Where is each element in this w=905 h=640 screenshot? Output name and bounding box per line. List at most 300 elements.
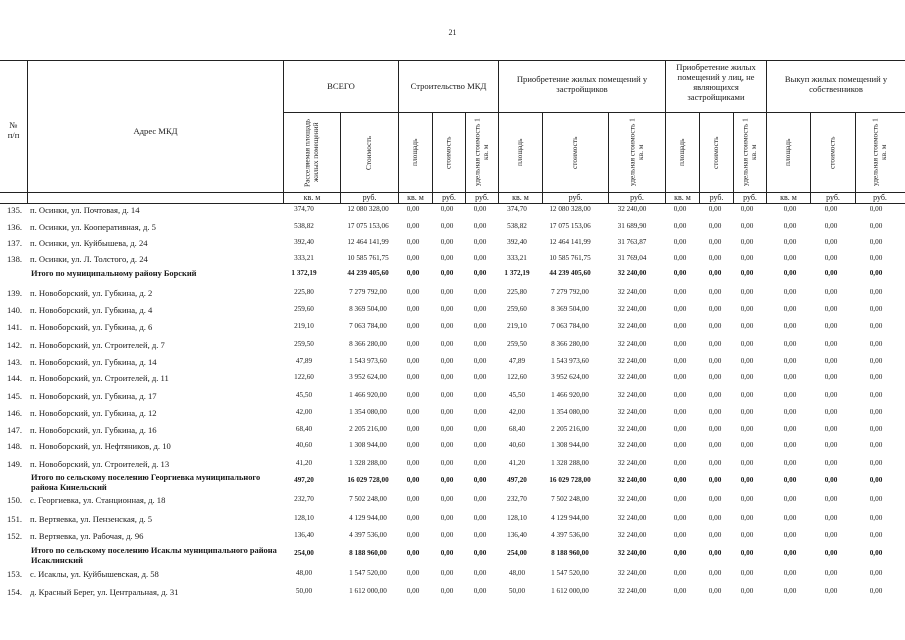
row-value: 1 372,19 xyxy=(291,269,317,277)
row-value: 17 075 153,06 xyxy=(347,222,389,230)
row-value: 0,00 xyxy=(473,425,487,433)
row-value: 0,00 xyxy=(740,357,754,365)
unit-label: руб. xyxy=(743,193,757,202)
row-value: 32 240,00 xyxy=(617,514,647,522)
row-value: 0,00 xyxy=(740,254,754,262)
row-value: 4 397 536,00 xyxy=(349,531,387,539)
row-value: 259,50 xyxy=(294,340,314,348)
row-value: 0,00 xyxy=(783,238,797,246)
row-number: 148. xyxy=(7,441,23,451)
row-value: 0,00 xyxy=(440,269,454,277)
row-value: 0,00 xyxy=(869,495,883,503)
row-value: 0,00 xyxy=(406,391,420,399)
row-value: 0,00 xyxy=(673,357,687,365)
unit-label: руб. xyxy=(442,193,456,202)
row-value: 0,00 xyxy=(440,222,454,230)
row-value: 7 063 784,00 xyxy=(551,322,589,330)
row-value: 0,00 xyxy=(406,459,420,467)
row-value: 0,00 xyxy=(783,357,797,365)
row-value: 0,00 xyxy=(440,408,454,416)
header-rule-mid xyxy=(283,112,905,113)
row-number: 138. xyxy=(7,254,23,264)
row-value: 0,00 xyxy=(869,340,883,348)
row-address: п. Новоборский, ул. Нефтяников, д. 10 xyxy=(30,441,171,451)
row-value: 0,00 xyxy=(740,340,754,348)
row-value: 0,00 xyxy=(440,288,454,296)
header-group-non-developers: Приобретение жилых помещений у лиц, не являющихся застройщиками xyxy=(676,62,756,102)
row-address: п. Осинки, ул. Куйбышева, д. 24 xyxy=(30,238,148,248)
row-value: 0,00 xyxy=(708,441,722,449)
row-value: 1 466 920,00 xyxy=(349,391,387,399)
row-value: 259,50 xyxy=(507,340,527,348)
row-address: д. Красный Берег, ул. Центральная, д. 31 xyxy=(30,587,179,597)
row-value: 0,00 xyxy=(673,288,687,296)
row-value: 0,00 xyxy=(783,205,797,213)
row-address: с. Исаклы, ул. Куйбышевская, д. 58 xyxy=(30,569,159,579)
row-value: 0,00 xyxy=(673,254,687,262)
row-value: 32 240,00 xyxy=(617,476,647,484)
row-value: 32 240,00 xyxy=(617,305,647,313)
unit-label: кв. м xyxy=(303,193,321,202)
row-value: 40,60 xyxy=(508,441,526,449)
row-number: 146. xyxy=(7,408,23,418)
row-value: 32 240,00 xyxy=(617,205,647,213)
row-value: 0,00 xyxy=(406,222,420,230)
row-value: 0,00 xyxy=(740,408,754,416)
header-group-developers: Приобретение жилых помещений у застройщиков xyxy=(516,74,648,94)
row-value: 0,00 xyxy=(824,425,838,433)
row-value: 0,00 xyxy=(673,238,687,246)
row-value: 232,70 xyxy=(294,495,314,503)
row-value: 0,00 xyxy=(406,569,420,577)
row-value: 0,00 xyxy=(673,391,687,399)
row-value: 0,00 xyxy=(473,205,487,213)
row-value: 0,00 xyxy=(708,587,722,595)
row-value: 0,00 xyxy=(824,288,838,296)
row-number: 139. xyxy=(7,288,23,298)
row-value: 0,00 xyxy=(440,391,454,399)
row-value: 0,00 xyxy=(824,205,838,213)
row-value: 0,00 xyxy=(869,459,883,467)
row-value: 0,00 xyxy=(869,305,883,313)
row-value: 219,10 xyxy=(294,322,314,330)
row-value: 0,00 xyxy=(708,495,722,503)
row-value: 1 354 080,00 xyxy=(551,408,589,416)
row-value: 4 397 536,00 xyxy=(551,531,589,539)
row-value: 31 763,87 xyxy=(617,238,647,246)
row-value: 0,00 xyxy=(824,549,838,557)
row-value: 0,00 xyxy=(473,305,487,313)
row-value: 0,00 xyxy=(869,441,883,449)
row-address: п. Новоборский, ул. Губкина, д. 17 xyxy=(30,391,157,401)
row-value: 0,00 xyxy=(673,514,687,522)
header-sub-area: площадь xyxy=(410,138,420,167)
unit-label: руб. xyxy=(568,193,583,202)
row-value: 0,00 xyxy=(673,269,687,277)
row-value: 0,00 xyxy=(783,587,797,595)
row-value: 0,00 xyxy=(708,340,722,348)
row-value: 0,00 xyxy=(869,549,883,557)
row-value: 0,00 xyxy=(440,238,454,246)
row-address: п. Новоборский, ул. Строителей, д. 7 xyxy=(30,340,165,350)
row-value: 0,00 xyxy=(473,340,487,348)
row-value: 0,00 xyxy=(473,549,487,557)
row-value: 497,20 xyxy=(294,476,314,484)
row-value: 0,00 xyxy=(869,288,883,296)
row-value: 0,00 xyxy=(708,531,722,539)
row-value: 0,00 xyxy=(740,205,754,213)
row-value: 0,00 xyxy=(440,373,454,381)
row-value: 0,00 xyxy=(473,408,487,416)
row-value: 0,00 xyxy=(473,514,487,522)
row-value: 0,00 xyxy=(440,514,454,522)
header-sub-unit-cost: удельная стоимость 1 кв. м xyxy=(870,118,888,187)
header-sub-area: площадь xyxy=(515,138,525,167)
row-value: 0,00 xyxy=(473,495,487,503)
row-address: п. Осинки, ул. Кооперативная, д. 5 xyxy=(30,222,156,232)
row-value: 41,20 xyxy=(295,459,313,467)
row-value: 0,00 xyxy=(783,322,797,330)
row-value: 333,21 xyxy=(294,254,314,262)
row-value: 42,00 xyxy=(295,408,313,416)
row-value: 1 308 944,00 xyxy=(349,441,387,449)
row-value: 0,00 xyxy=(673,305,687,313)
row-value: 7 063 784,00 xyxy=(349,322,387,330)
row-value: 0,00 xyxy=(783,441,797,449)
row-value: 0,00 xyxy=(440,459,454,467)
table-header xyxy=(0,60,905,205)
row-value: 0,00 xyxy=(708,459,722,467)
row-value: 136,40 xyxy=(294,531,314,539)
row-value: 0,00 xyxy=(440,476,454,484)
row-value: 0,00 xyxy=(708,254,722,262)
row-number: 151. xyxy=(7,514,23,524)
row-value: 32 240,00 xyxy=(617,531,647,539)
row-value: 0,00 xyxy=(440,357,454,365)
row-value: 0,00 xyxy=(740,476,754,484)
row-value: 259,60 xyxy=(507,305,527,313)
row-value: 0,00 xyxy=(406,441,420,449)
row-value: 7 502 248,00 xyxy=(551,495,589,503)
row-value: 0,00 xyxy=(869,587,883,595)
page-number: 21 xyxy=(448,28,457,37)
row-value: 0,00 xyxy=(673,441,687,449)
row-address: п. Осинки, ул. Л. Толстого, д. 24 xyxy=(30,254,148,264)
row-value: 0,00 xyxy=(869,322,883,330)
row-value: 374,70 xyxy=(294,205,314,213)
row-value: 1 547 520,00 xyxy=(349,569,387,577)
row-value: 47,89 xyxy=(508,357,526,365)
row-value: 0,00 xyxy=(406,205,420,213)
row-value: 8 188 960,00 xyxy=(349,549,387,557)
row-value: 0,00 xyxy=(869,425,883,433)
row-value: 392,40 xyxy=(294,238,314,246)
row-number: 143. xyxy=(7,357,23,367)
row-value: 0,00 xyxy=(740,238,754,246)
row-value: 0,00 xyxy=(824,569,838,577)
row-value: 0,00 xyxy=(869,222,883,230)
row-value: 0,00 xyxy=(673,495,687,503)
row-value: 0,00 xyxy=(473,531,487,539)
row-address: п. Новоборский, ул. Губкина, д. 14 xyxy=(30,357,157,367)
row-number: 144. xyxy=(7,373,23,383)
row-value: 0,00 xyxy=(440,254,454,262)
row-value: 0,00 xyxy=(406,322,420,330)
row-value: 0,00 xyxy=(824,587,838,595)
header-sub-cost-lc: стоимость xyxy=(711,136,721,169)
row-value: 0,00 xyxy=(440,205,454,213)
row-value: 0,00 xyxy=(824,476,838,484)
row-value: 0,00 xyxy=(824,391,838,399)
row-address: п. Новоборский, ул. Губкина, д. 12 xyxy=(30,408,157,418)
row-value: 0,00 xyxy=(824,305,838,313)
row-value: 0,00 xyxy=(740,531,754,539)
unit-label: руб. xyxy=(826,193,840,202)
row-value: 0,00 xyxy=(740,222,754,230)
row-address: п. Вертяевка, ул. Рабочая, д. 96 xyxy=(30,531,144,541)
row-value: 0,00 xyxy=(673,373,687,381)
row-value: 17 075 153,06 xyxy=(549,222,591,230)
row-value: 0,00 xyxy=(869,373,883,381)
row-value: 0,00 xyxy=(473,459,487,467)
row-value: 0,00 xyxy=(406,357,420,365)
row-value: 42,00 xyxy=(508,408,526,416)
row-value: 0,00 xyxy=(406,254,420,262)
row-value: 225,80 xyxy=(294,288,314,296)
row-value: 0,00 xyxy=(824,222,838,230)
row-value: 0,00 xyxy=(440,495,454,503)
row-value: 0,00 xyxy=(473,391,487,399)
row-value: 10 585 761,75 xyxy=(549,254,591,262)
row-value: 0,00 xyxy=(406,549,420,557)
row-value: 0,00 xyxy=(783,476,797,484)
row-value: 8 366 280,00 xyxy=(551,340,589,348)
row-number: 152. xyxy=(7,531,23,541)
row-value: 0,00 xyxy=(708,269,722,277)
row-value: 0,00 xyxy=(440,531,454,539)
unit-label: руб. xyxy=(873,193,887,202)
row-value: 0,00 xyxy=(708,305,722,313)
row-value: 0,00 xyxy=(473,373,487,381)
row-number: 149. xyxy=(7,459,23,469)
row-number: 150. xyxy=(7,495,23,505)
row-value: 1 372,19 xyxy=(504,269,530,277)
row-value: 0,00 xyxy=(740,391,754,399)
row-value: 0,00 xyxy=(406,373,420,381)
row-value: 32 240,00 xyxy=(617,408,647,416)
row-value: 45,50 xyxy=(508,391,526,399)
row-value: 0,00 xyxy=(406,514,420,522)
row-value: 32 240,00 xyxy=(617,549,647,557)
row-value: 31 769,04 xyxy=(617,254,647,262)
row-value: 0,00 xyxy=(440,441,454,449)
unit-label: кв. м xyxy=(674,193,691,202)
row-value: 0,00 xyxy=(708,408,722,416)
row-value: 0,00 xyxy=(869,514,883,522)
row-value: 0,00 xyxy=(824,408,838,416)
row-value: 122,60 xyxy=(507,373,527,381)
row-value: 0,00 xyxy=(406,238,420,246)
row-value: 0,00 xyxy=(740,587,754,595)
row-value: 0,00 xyxy=(869,408,883,416)
row-value: 0,00 xyxy=(708,205,722,213)
row-value: 0,00 xyxy=(406,269,420,277)
header-sub-area: площадь xyxy=(783,138,793,167)
row-value: 225,80 xyxy=(507,288,527,296)
row-value: 1 547 520,00 xyxy=(551,569,589,577)
row-value: 48,00 xyxy=(295,569,313,577)
row-value: 0,00 xyxy=(824,254,838,262)
row-value: 0,00 xyxy=(740,322,754,330)
row-value: 0,00 xyxy=(740,373,754,381)
row-value: 0,00 xyxy=(406,340,420,348)
unit-label: руб. xyxy=(362,193,377,202)
row-value: 16 029 728,00 xyxy=(549,476,591,484)
row-number: 142. xyxy=(7,340,23,350)
row-value: 0,00 xyxy=(824,495,838,503)
row-value: 0,00 xyxy=(783,549,797,557)
row-value: 7 502 248,00 xyxy=(349,495,387,503)
row-value: 0,00 xyxy=(740,441,754,449)
row-value: 0,00 xyxy=(824,340,838,348)
header-rule-bottom xyxy=(0,203,905,204)
row-value: 0,00 xyxy=(673,205,687,213)
row-value: 0,00 xyxy=(740,288,754,296)
row-value: 0,00 xyxy=(869,238,883,246)
row-value: 32 240,00 xyxy=(617,340,647,348)
row-value: 0,00 xyxy=(473,357,487,365)
row-value: 128,10 xyxy=(294,514,314,522)
row-value: 0,00 xyxy=(440,322,454,330)
row-address: п. Осинки, ул. Почтовая, д. 14 xyxy=(30,205,140,215)
row-value: 0,00 xyxy=(673,476,687,484)
row-value: 4 129 944,00 xyxy=(551,514,589,522)
row-value: 32 240,00 xyxy=(617,322,647,330)
row-address: п. Новоборский, ул. Строителей, д. 11 xyxy=(30,373,169,383)
row-value: 4 129 944,00 xyxy=(349,514,387,522)
row-value: 0,00 xyxy=(783,425,797,433)
row-value: 0,00 xyxy=(473,322,487,330)
row-value: 32 240,00 xyxy=(617,425,647,433)
row-value: 32 240,00 xyxy=(617,569,647,577)
row-address: с. Георгиевка, ул. Станционная, д. 18 xyxy=(30,495,166,505)
row-number: 145. xyxy=(7,391,23,401)
row-value: 0,00 xyxy=(440,305,454,313)
row-value: 0,00 xyxy=(708,357,722,365)
row-value: 0,00 xyxy=(440,340,454,348)
row-value: 8 369 504,00 xyxy=(349,305,387,313)
row-value: 0,00 xyxy=(406,495,420,503)
header-address: Адрес МКД xyxy=(133,126,178,136)
row-value: 16 029 728,00 xyxy=(347,476,389,484)
row-value: 232,70 xyxy=(507,495,527,503)
row-value: 41,20 xyxy=(508,459,526,467)
row-value: 0,00 xyxy=(406,305,420,313)
row-value: 0,00 xyxy=(473,587,487,595)
row-value: 0,00 xyxy=(740,569,754,577)
row-value: 12 080 328,00 xyxy=(549,205,591,213)
row-value: 0,00 xyxy=(783,408,797,416)
row-value: 32 240,00 xyxy=(617,269,647,277)
header-sub-area: площадь xyxy=(677,138,687,167)
row-value: 48,00 xyxy=(508,569,526,577)
row-value: 0,00 xyxy=(740,305,754,313)
row-value: 44 239 405,60 xyxy=(549,269,591,277)
row-value: 50,00 xyxy=(508,587,526,595)
row-value: 0,00 xyxy=(740,514,754,522)
row-value: 32 240,00 xyxy=(617,441,647,449)
row-value: 0,00 xyxy=(824,357,838,365)
row-value: 0,00 xyxy=(473,569,487,577)
row-number: 153. xyxy=(7,569,23,579)
row-value: 0,00 xyxy=(708,514,722,522)
row-value: 32 240,00 xyxy=(617,459,647,467)
row-value: 0,00 xyxy=(783,531,797,539)
row-number: 136. xyxy=(7,222,23,232)
row-value: 0,00 xyxy=(708,391,722,399)
row-value: 44 239 405,60 xyxy=(347,269,389,277)
row-number: 140. xyxy=(7,305,23,315)
row-value: 0,00 xyxy=(740,549,754,557)
row-address: п. Новоборский, ул. Губкина, д. 6 xyxy=(30,322,153,332)
row-value: 0,00 xyxy=(473,476,487,484)
row-value: 254,00 xyxy=(294,549,314,557)
row-value: 0,00 xyxy=(473,222,487,230)
row-value: 538,82 xyxy=(294,222,314,230)
row-value: 12 080 328,00 xyxy=(347,205,389,213)
row-value: 1 354 080,00 xyxy=(349,408,387,416)
row-value: 68,40 xyxy=(508,425,526,433)
header-group-construction: Строительство МКД xyxy=(410,81,487,91)
header-sub-cost-lc: стоимость xyxy=(443,136,453,169)
row-value: 0,00 xyxy=(708,373,722,381)
row-value: 0,00 xyxy=(869,269,883,277)
header-rule-top xyxy=(0,60,905,61)
row-address: п. Новоборский, ул. Строителей, д. 13 xyxy=(30,459,170,469)
row-value: 0,00 xyxy=(440,587,454,595)
row-address: Итого по сельскому поселению Георгиевка муниципального района Кинельский xyxy=(31,473,261,492)
row-value: 0,00 xyxy=(406,425,420,433)
row-value: 0,00 xyxy=(783,269,797,277)
row-value: 40,60 xyxy=(295,441,313,449)
row-value: 136,40 xyxy=(507,531,527,539)
row-value: 374,70 xyxy=(507,205,527,213)
row-value: 45,50 xyxy=(295,391,313,399)
row-value: 0,00 xyxy=(783,569,797,577)
row-value: 0,00 xyxy=(440,425,454,433)
row-value: 0,00 xyxy=(783,254,797,262)
header-group-buyout: Выкуп жилых помещений у собственников xyxy=(784,74,888,94)
row-number: 141. xyxy=(7,322,23,332)
row-value: 0,00 xyxy=(406,476,420,484)
row-value: 0,00 xyxy=(783,459,797,467)
row-address: Итого по муниципальному району Борский xyxy=(31,269,197,278)
row-value: 0,00 xyxy=(869,569,883,577)
row-value: 0,00 xyxy=(673,459,687,467)
row-value: 0,00 xyxy=(406,288,420,296)
row-number: 135. xyxy=(7,205,23,215)
header-num: № п/п xyxy=(7,120,20,140)
row-value: 0,00 xyxy=(473,254,487,262)
row-value: 68,40 xyxy=(295,425,313,433)
row-value: 0,00 xyxy=(783,305,797,313)
row-value: 0,00 xyxy=(740,459,754,467)
row-value: 0,00 xyxy=(824,373,838,381)
row-value: 333,21 xyxy=(507,254,527,262)
row-value: 0,00 xyxy=(869,476,883,484)
row-value: 1 466 920,00 xyxy=(551,391,589,399)
row-value: 122,60 xyxy=(294,373,314,381)
